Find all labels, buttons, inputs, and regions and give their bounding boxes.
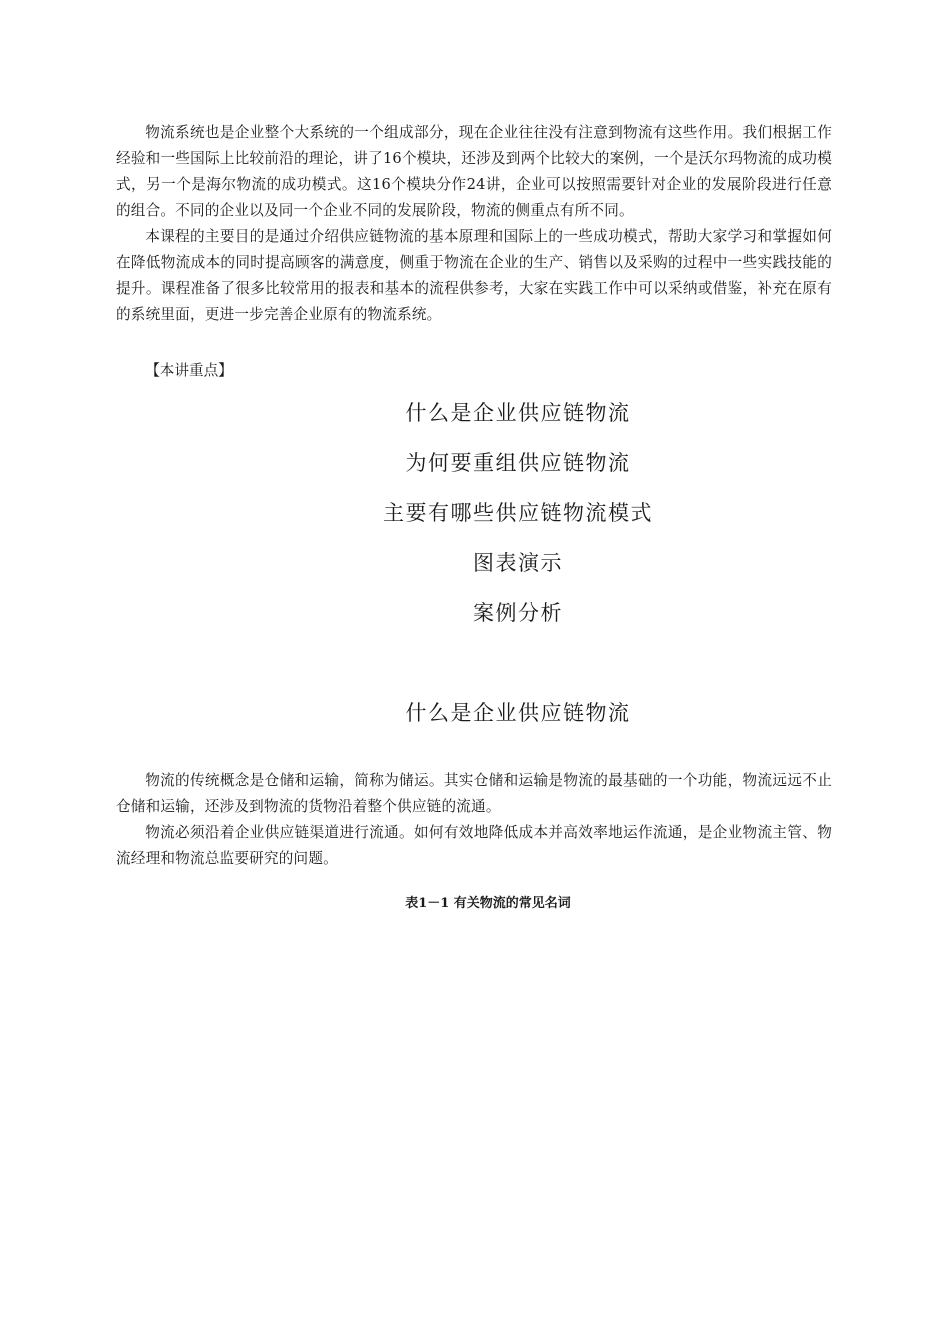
- section-body: [116, 768, 832, 872]
- focus-item: 主要有哪些供应链物流模式: [383, 501, 653, 525]
- section-paragraph: 物流必须沿着企业供应链渠道进行流通。如何有效地降低成本并高效率地运作流通，是企业物流主管、物流经理和物流总监要研究的问题。: [116, 824, 832, 867]
- table-caption: 表1－1 有关物流的常见名词: [405, 896, 571, 911]
- section-paragraph: 物流的传统概念是仓储和运输，简称为储运。其实仓储和运输是物流的最基础的一个功能，物流远远不止仓储和运输，还涉及到物流的货物沿着整个供应链的流通。: [116, 772, 832, 815]
- focus-label: 【本讲重点】: [145, 362, 233, 379]
- intro-section: [116, 120, 832, 328]
- section-heading: 什么是企业供应链物流: [405, 701, 631, 725]
- document-page: [116, 120, 832, 914]
- focus-list: [116, 388, 832, 638]
- intro-paragraph: 本课程的主要目的是通过介绍供应链物流的基本原理和国际上的一些成功模式，帮助大家学习和掌握如何在降低物流成本的同时提高顾客的满意度，侧重于物流在企业的生产、销售以及采购的过程中一些实践技能的提升。课程准备了很多比较常用的报表和基本的流程供参考，大家在实践工作中可以采纳或借鉴，补充在原有的系统里面，更进一步完善企业原有的物流系统。: [116, 228, 832, 323]
- focus-item: 图表演示: [473, 551, 563, 575]
- focus-item: 什么是企业供应链物流: [405, 401, 631, 425]
- focus-item: 为何要重组供应链物流: [405, 451, 631, 475]
- intro-paragraph: 物流系统也是企业整个大系统的一个组成部分，现在企业往往没有注意到物流有这些作用。我们根据工作经验和一些国际上比较前沿的理论，讲了16个模块，还涉及到两个比较大的案例，一个是沃尔玛物流的成功模式，另一个是海尔物流的成功模式。这16个模块分作24讲，企业可以按照需要针对企业的发展阶段进行任意的组合。不同的企业以及同一个企业不同的发展阶段，物流的侧重点有所不同。: [116, 124, 832, 219]
- focus-item: 案例分析: [473, 601, 563, 625]
